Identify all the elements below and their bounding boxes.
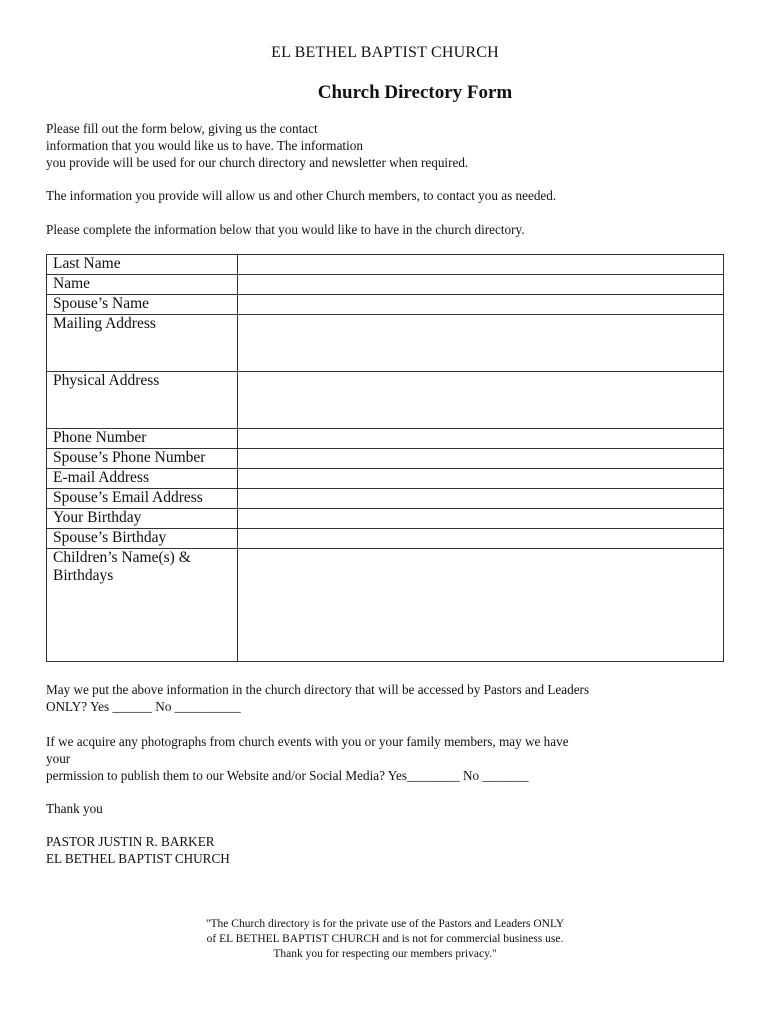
- spouse-email-field[interactable]: [237, 489, 723, 509]
- form-row-birthday: [47, 509, 724, 529]
- question-line: your: [46, 751, 71, 766]
- intro-line: you provide will be used for our church directory and newsletter when required.: [46, 155, 469, 170]
- photo-yes-no[interactable]: permission to publish them to our Website and/or Social Media? Yes________ No _______: [46, 768, 529, 783]
- form-row-spouse-email: [47, 489, 724, 509]
- form-row-last-name: [47, 255, 724, 275]
- directory-consent-question: [46, 681, 589, 715]
- form-row-children: [47, 549, 724, 662]
- form-title: Church Directory Form: [317, 82, 513, 103]
- question-line: May we put the above information in the church directory that will be accessed by Pastors and Leaders: [46, 682, 590, 697]
- church-name-header: EL BETHEL BAPTIST CHURCH: [271, 44, 499, 61]
- field-label: E-mail Address: [47, 469, 238, 489]
- email-field[interactable]: [237, 469, 723, 489]
- field-label: Spouse’s Phone Number: [47, 449, 238, 469]
- church-name-signature: EL BETHEL BAPTIST CHURCH: [46, 851, 230, 866]
- directory-yes-no[interactable]: ONLY? Yes ______ No __________: [46, 699, 241, 714]
- form-row-mailing-address: [47, 315, 724, 372]
- thank-you: Thank you: [46, 801, 103, 816]
- intro-paragraph: [46, 120, 468, 171]
- form-row-spouse-phone: [47, 449, 724, 469]
- directory-form-table: [46, 254, 724, 662]
- field-label: Spouse’s Name: [47, 295, 238, 315]
- intro-line: Please fill out the form below, giving us the contact: [46, 121, 318, 136]
- mailing-address-field[interactable]: [237, 315, 723, 372]
- intro-line: information that you would like us to have. The information: [46, 138, 363, 153]
- phone-number-field[interactable]: [237, 429, 723, 449]
- physical-address-field[interactable]: [237, 372, 723, 429]
- children-label-cont: Birthdays: [53, 567, 114, 584]
- field-label: Name: [47, 275, 238, 295]
- spouse-phone-field[interactable]: [237, 449, 723, 469]
- children-label: Children’s Name(s) &: [53, 549, 191, 566]
- question-line: If we acquire any photographs from church events with you or your family members, may we have: [46, 734, 569, 749]
- intro-contact-note: The information you provide will allow us and other Church members, to contact you as needed.: [46, 188, 557, 203]
- footer-line: "The Church directory is for the private use of the Pastors and Leaders ONLY: [205, 918, 565, 930]
- last-name-field[interactable]: [237, 255, 723, 275]
- form-row-spouse-birthday: [47, 529, 724, 549]
- photo-consent-question: [46, 733, 569, 784]
- form-row-physical-address: [47, 372, 724, 429]
- field-label: Your Birthday: [47, 509, 238, 529]
- field-label: Physical Address: [47, 372, 238, 429]
- field-label: Spouse’s Birthday: [47, 529, 238, 549]
- name-field[interactable]: [237, 275, 723, 295]
- form-row-phone: [47, 429, 724, 449]
- form-row-spouse-name: [47, 295, 724, 315]
- form-row-name: [47, 275, 724, 295]
- form-row-email: [47, 469, 724, 489]
- birthday-field[interactable]: [237, 509, 723, 529]
- field-label: Last Name: [47, 255, 238, 275]
- spouse-name-field[interactable]: [237, 295, 723, 315]
- field-label: Mailing Address: [47, 315, 238, 372]
- pastor-name: PASTOR JUSTIN R. BARKER: [46, 834, 215, 849]
- field-label: Spouse’s Email Address: [47, 489, 238, 509]
- children-field[interactable]: [237, 549, 723, 662]
- privacy-footer: [0, 917, 770, 962]
- footer-line: of EL BETHEL BAPTIST CHURCH and is not for commercial business use.: [206, 933, 564, 945]
- field-label: Phone Number: [47, 429, 238, 449]
- field-label: [47, 549, 238, 662]
- intro-instruction: Please complete the information below that you would like to have in the church directory.: [46, 222, 525, 237]
- footer-line: Thank you for respecting our members privacy.": [273, 948, 497, 960]
- signature-block: [46, 833, 230, 867]
- spouse-birthday-field[interactable]: [237, 529, 723, 549]
